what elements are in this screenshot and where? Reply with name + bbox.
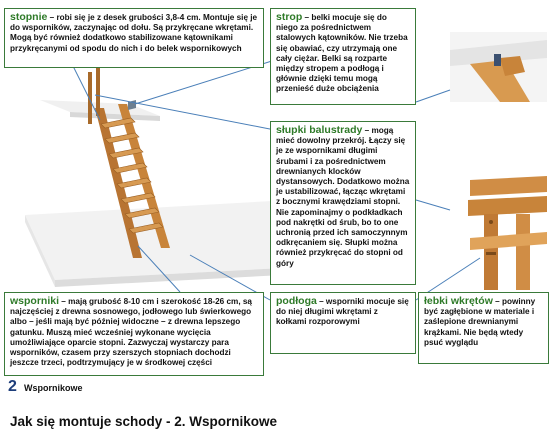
callout-stopnie bbox=[4, 8, 264, 68]
callout-wsporniki-text: – mają grubość 8-10 cm i szerokość 18-26 cm, są najczęściej z drewna sosnowego, jodłowego lub świerkowego albo – jeśli mają być później widoczne – z drewna lepszego gatunku. Muszą mieć wcześniej wykonane wycięcia umożliwiające oparcie stopni. Zazwyczaj wystarczy para wsporników, czasem przy szerszych stopniach dochodzi jeszcze trzeci, podtrzymujący je w środkowej części bbox=[10, 297, 252, 368]
railing-detail bbox=[450, 170, 547, 290]
callout-stopnie-title: stopnie bbox=[10, 11, 48, 23]
callout-podloga-text: – wsporniki mocuje się do niej długimi wkrętami z kołkami rozporowymi bbox=[276, 297, 409, 327]
ceiling-detail bbox=[450, 32, 547, 102]
callout-slupki-title: słupki balustrady bbox=[276, 124, 363, 136]
figure-label: Wspornikowe bbox=[24, 383, 83, 393]
callout-lebki-text: – powinny być zagłębione w materiale i zaślepione drewnianymi krążkami. Nie będą wtedy psuć wyglądu bbox=[424, 297, 536, 347]
callout-stopnie-text: – robi się je z desek grubości 3,8-4 cm. Montuje się je do wsporników, zaczynając od dołu. Są przykręcane wkrętami. Mogą być również dodatkowo stabilizowane kątownikami przykręcanymi od spodu do nich i do belek wspornikowych bbox=[10, 13, 258, 53]
callout-lebki bbox=[418, 292, 549, 364]
callout-podloga bbox=[270, 292, 416, 354]
callout-lebki-title: łebki wkrętów bbox=[424, 295, 493, 307]
callout-slupki bbox=[270, 121, 416, 285]
callout-strop bbox=[270, 8, 416, 105]
callout-wsporniki bbox=[4, 292, 264, 376]
figure-number: 2 bbox=[8, 378, 17, 395]
callout-podloga-title: podłoga bbox=[276, 295, 317, 307]
callout-strop-title: strop bbox=[276, 11, 303, 23]
callout-wsporniki-title: wsporniki bbox=[10, 295, 60, 307]
callout-strop-text: – belki mocuje się do niego za pośrednictwem stalowych kątowników. Nie trzeba się obawiać, czy utrzymają one cały ciężar. Belki są rozparte między stropem a podłogą i głównie dzięki temu mogą przenieść duże obciążenia bbox=[276, 13, 408, 94]
footer-title: Jak się montuje schody - 2. Wspornikowe bbox=[10, 414, 278, 429]
callout-slupki-text: – mogą mieć dowolny przekrój. Łączy się je ze wspornikami długimi śrubami i za pośrednictwem drewnianych klocków dystansowych. Dodatkowo można je ustabilizować, łącząc wkrętami z bocznymi krawędziami stopni. Nie zapominajmy o podkładkach pod nakrętki od śrub, bo to one uchronią przed ich samoczynnym odkręcaniem się. Słupki można również przykręcać do stopni od góry bbox=[276, 126, 410, 268]
